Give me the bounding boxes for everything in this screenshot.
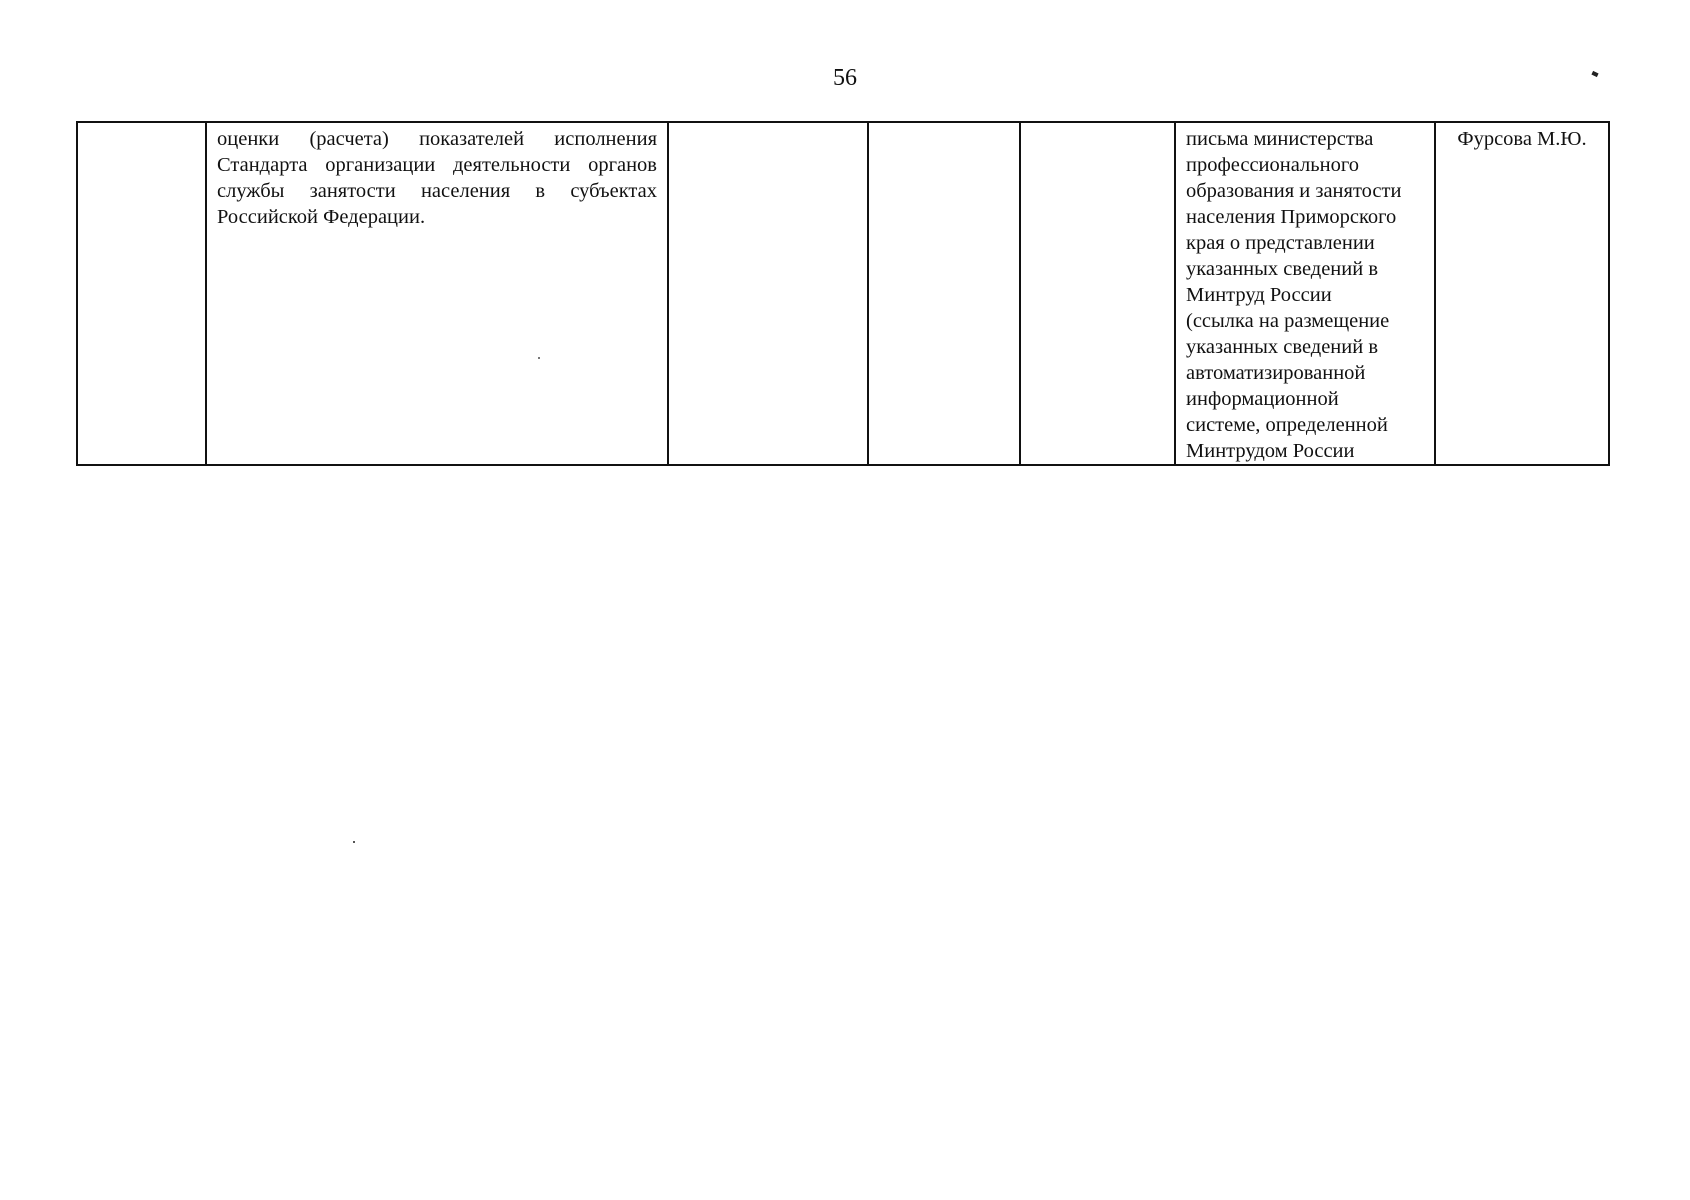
text-line: письма министерства — [1186, 128, 1374, 150]
text-line: службы занятости населения в субъектах — [217, 180, 657, 202]
cell-responsible-person: Фурсова М.Ю. — [1435, 122, 1609, 465]
text-line: оценки (расчета) показателей исполнения — [217, 128, 657, 150]
text-line: профессионального — [1186, 154, 1359, 176]
text-line: края о представлении — [1186, 232, 1375, 254]
cell-number — [77, 122, 206, 465]
text-line: Минтрудом России — [1186, 440, 1355, 462]
text-line: указанных сведений в — [1186, 336, 1379, 358]
cell-indicator-description — [206, 122, 668, 465]
page-number: 56 — [833, 65, 857, 91]
text-line: (ссылка на размещение — [1186, 310, 1390, 332]
text-line: автоматизированной — [1186, 362, 1366, 384]
text-line: образования и занятости — [1186, 180, 1402, 202]
cell-empty-4 — [868, 122, 1020, 465]
text-line: Минтруд России — [1186, 284, 1332, 306]
text-line: указанных сведений в — [1186, 258, 1379, 280]
text-line: Российской Федерации. — [217, 206, 426, 228]
text-line: информационной — [1186, 388, 1339, 410]
measures-table — [76, 121, 1610, 466]
scan-speck — [353, 841, 355, 843]
cell-confirming-documents — [1175, 122, 1435, 465]
table-row — [77, 122, 1609, 465]
cell-empty-5 — [1020, 122, 1175, 465]
text-line: населения Приморского — [1186, 206, 1397, 228]
text-line: системе, определенной — [1186, 414, 1388, 436]
text-line: Стандарта организации деятельности органов — [217, 154, 657, 176]
cell-empty-3 — [668, 122, 868, 465]
